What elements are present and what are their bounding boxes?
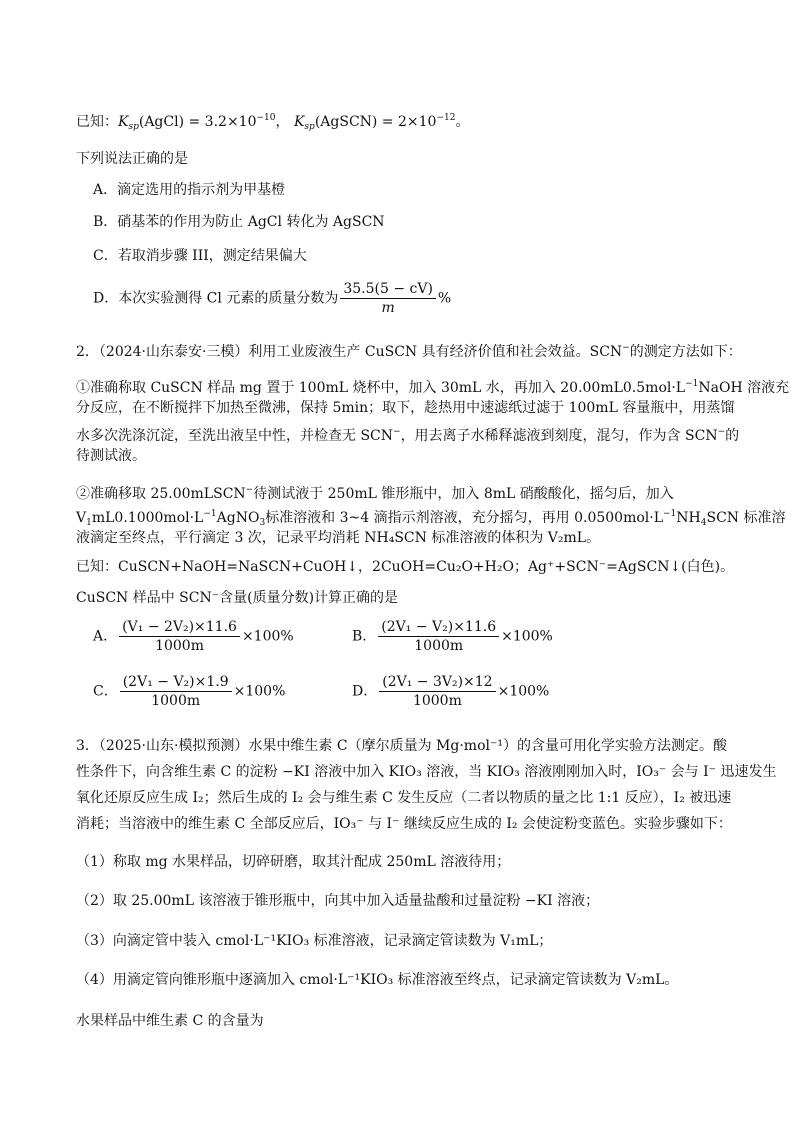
q2-option-b (352, 618, 553, 655)
q2-c2-sup: −1 (203, 509, 217, 519)
q3-line2: 性条件下，向含维生素 C 的淀粉 −KI 溶液中加入 KIO₃ 溶液，当 KIO₃ 溶液刚刚加入时，IO₃⁻ 会与 I⁻ 迅速发生 (76, 764, 777, 780)
q2-b1-text: ①准确称取 CuSCN 样品 mg 置于 100mL 烧杯中，加入 30mL 水，再加入 20.00mL0.5mol·L (76, 380, 686, 396)
q2-b1-sup: −1 (685, 379, 699, 389)
option-b: B．硝基苯的作用为防止 AgCl 转化为 AgSCN (93, 214, 385, 230)
q2-prompt: CuSCN 样品中 SCN⁻含量(质量分数)计算正确的是 (76, 590, 399, 606)
q3-prompt: 水果样品中维生素 C 的含量为 (76, 1013, 264, 1029)
q3-step4: （4）用滴定管向锥形瓶中逐滴加入 cmol·L⁻¹KIO₃ 标准溶液至终点，记录滴定管读数为 V₂mL。 (76, 972, 679, 988)
q2-step1-line3 (76, 422, 739, 446)
known-label: 已知： (76, 114, 118, 130)
q2-b3-mid: ，用去离子水稀释滤液到刻度，混匀，作为含 SCN (400, 428, 718, 444)
fraction-numerator: 35.5(5 − cV) (340, 280, 436, 299)
q3-step1: （1）称取 mg 水果样品，切碎研磨，取其汁配成 250mL 溶液待用； (76, 854, 511, 870)
q2-step1-line2: 分反应，在不断搅拌下加热至微沸，保持 5min；取下，趁热用中速滤纸过滤于 100mL 容量瓶中，用蒸馏 (76, 400, 735, 416)
q2-c1-sup: − (245, 485, 254, 495)
ksp-sub: sp (128, 122, 139, 132)
q2-c2-sub3: 3 (259, 518, 266, 528)
ksp-agscn-exp: −12 (436, 113, 456, 123)
q2-b-pct: ×100% (501, 628, 553, 645)
option-c: C．若取消步骤 III，测定结果偏大 (93, 248, 307, 264)
q2-c-fraction (120, 673, 232, 710)
q2-header-end: 的测定方法如下： (629, 344, 742, 360)
known-ksp-line (76, 108, 469, 137)
q2-b3-end: 的 (725, 428, 740, 444)
q2-c1-pre: ②准确移取 25.00mLSCN (76, 486, 246, 502)
percent-sign: % (437, 290, 452, 307)
q2-c-num: (2V₁ − V₂)×1.9 (120, 673, 232, 692)
q2-a-den: 1000m (155, 638, 204, 654)
period: 。 (455, 114, 470, 130)
q2-step2-line1 (76, 480, 674, 504)
q2-b3-sup: − (393, 427, 401, 437)
q3-line4: 消耗；当溶液中的维生素 C 全部反应后，IO₃⁻ 与 I⁻ 继续反应生成的 I₂ 会使淀粉变蓝色。实验步骤如下： (76, 816, 732, 832)
ksp-symbol-2: K (293, 114, 305, 130)
q2-d-label: D． (352, 683, 378, 700)
ksp-agcl: (AgCl) = 3.2×10 (138, 114, 257, 130)
q2-header-text: 2．（2024·山东泰安·三模）利用工业废液生产 CuSCN 具有经济价值和社会效益。SCN (76, 344, 623, 360)
q2-c2-sup2: −1 (663, 509, 677, 519)
ksp-sub-2: sp (304, 122, 315, 132)
option-d (93, 280, 451, 317)
option-d-text: D．本次实验测得 Cl 元素的质量分数为 (93, 290, 339, 307)
q2-step1-line1 (76, 374, 789, 398)
q2-d-pct: ×100% (497, 683, 550, 700)
q2-b-den: 1000m (414, 638, 464, 654)
q2-c2-end: SCN 标准溶 (706, 510, 786, 526)
fraction-denominator: m (381, 300, 395, 316)
q2-c-pct: ×100% (233, 683, 286, 700)
q2-b1-end: NaOH 溶液充 (698, 380, 790, 396)
q3-line3: 氧化还原反应生成 I₂；然后生成的 I₂ 会与维生素 C 发生反应（二者以物质的量之比 1:1 反应），I₂ 被迅速 (76, 790, 732, 806)
q3-step3: （3）向滴定管中装入 cmol·L⁻¹KIO₃ 标准溶液，记录滴定管读数为 V₁mL； (76, 933, 553, 949)
q2-c2-mid3: 标准溶液和 3~4 滴指示剂溶液，充分摇匀，再用 0.0500mol·L (265, 510, 663, 526)
q2-c-label: C． (93, 683, 118, 700)
q2-c2-agno: AgNO (216, 510, 260, 526)
q2-b3-pre: 水多次洗涤沉淀，至洗出液呈中性，并检查无 SCN (76, 428, 394, 444)
question-prompt: 下列说法正确的是 (76, 151, 188, 167)
q2-a-num: (V₁ − 2V₂)×11.6 (119, 618, 240, 637)
ksp-symbol: K (118, 114, 129, 130)
q2-c1-end: 待测试液于 250mL 锥形瓶中，加入 8mL 硝酸酸化，摇匀后，加入 (253, 486, 674, 502)
q2-step2-line3: 液滴定至终点，平行滴定 3 次，记录平均消耗 NH₄SCN 标准溶液的体积为 V₂mL。 (76, 530, 601, 546)
q2-b-fraction (378, 618, 499, 655)
q2-c-den: 1000m (151, 693, 201, 709)
q2-header-sup: − (622, 343, 630, 353)
q2-known: 已知：CuSCN+NaOH=NaSCN+CuOH↓，2CuOH=Cu₂O+H₂O；Ag⁺+SCN⁻=AgSCN↓(白色)。 (76, 559, 735, 575)
q2-d-fraction (379, 673, 495, 710)
q2-b-num: (2V₁ − V₂)×11.6 (378, 618, 499, 637)
q3-step2: （2）取 25.00mL 该溶液于锥形瓶中，向其中加入适量盐酸和过量淀粉 −KI 溶液； (76, 893, 600, 909)
q2-c2-sub4: 4 (700, 518, 707, 528)
q2-b-label: B． (352, 628, 377, 645)
q2-c2-v-sub: 1 (86, 518, 92, 528)
q2-d-den: 1000m (412, 693, 462, 709)
q2-c2-v: V (76, 510, 87, 526)
q2-option-a (93, 618, 294, 655)
option-a: A．滴定选用的指示剂为甲基橙 (93, 182, 286, 198)
option-d-fraction (340, 280, 436, 317)
q2-step1-line4: 待测试液。 (76, 448, 146, 464)
q2-option-d (352, 673, 549, 710)
separator: ， (275, 114, 290, 130)
q2-a-label: A． (93, 628, 118, 645)
q2-header (76, 338, 742, 362)
q2-d-num: (2V₁ − 3V₂)×12 (379, 673, 495, 692)
q2-a-pct: ×100% (241, 628, 294, 645)
ksp-agscn: (AgSCN) = 2×10 (314, 114, 437, 130)
q3-line1: 3．（2025·山东·模拟预测）水果中维生素 C（摩尔质量为 Mg·mol⁻¹）的含量可用化学实验方法测定。酸 (76, 738, 727, 754)
q2-a-fraction (119, 618, 240, 655)
q2-b3-sup-2: − (717, 427, 726, 437)
ksp-agcl-exp: −10 (256, 113, 276, 123)
q2-c2-nh: NH (676, 510, 701, 526)
q2-c2-mid: mL0.1000mol·L (91, 510, 204, 526)
q2-option-c (93, 673, 285, 710)
